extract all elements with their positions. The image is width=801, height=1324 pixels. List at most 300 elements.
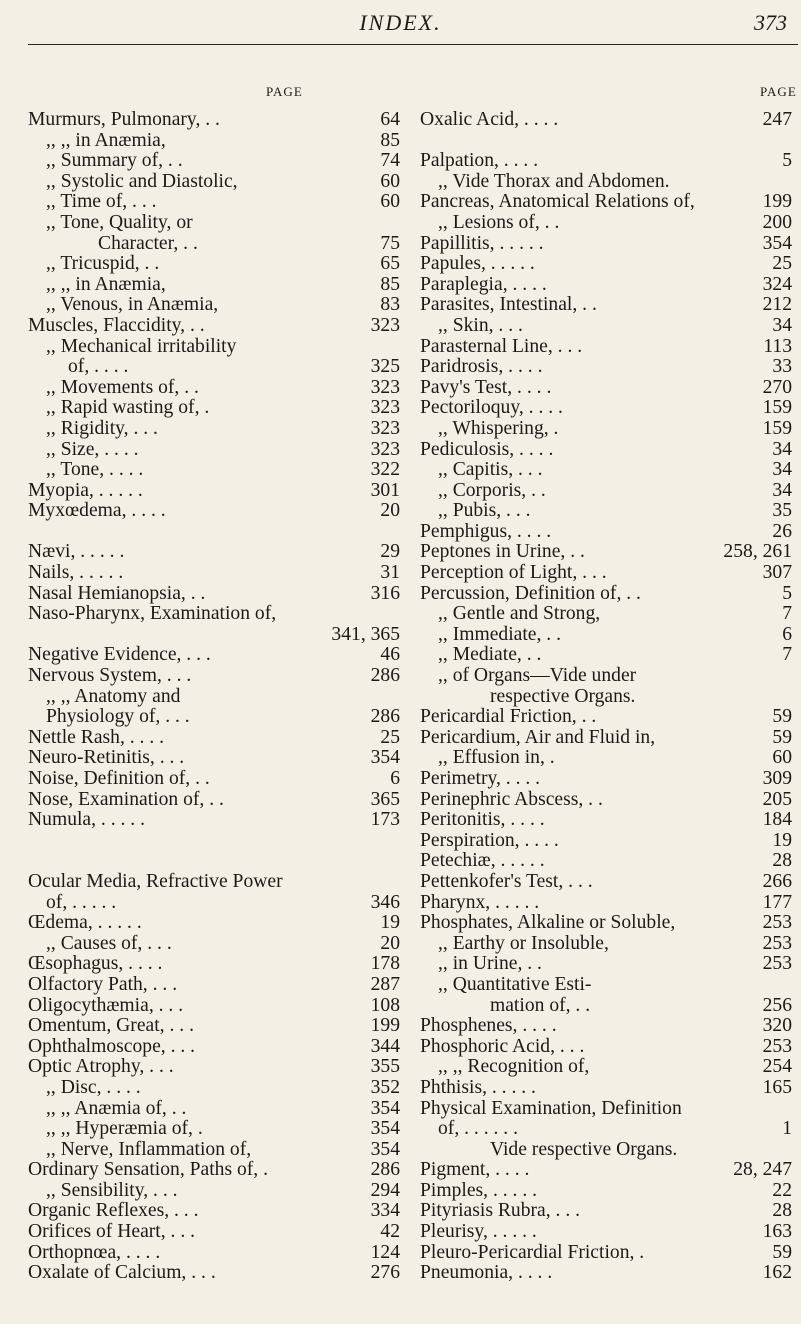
index-entry-page: 159 bbox=[762, 417, 792, 439]
index-entry-page: 212 bbox=[762, 294, 792, 316]
index-entry-text: Nervous System, . . . bbox=[28, 665, 192, 687]
index-entry-text: Pancreas, Anatomical Relations of, bbox=[420, 191, 695, 213]
index-entry-text: Pimples, . . . . . bbox=[420, 1179, 538, 1201]
index-entry bbox=[28, 337, 400, 358]
index-entry-text: ,, Tricuspid, . . bbox=[46, 253, 160, 275]
index-entry bbox=[420, 975, 792, 996]
index-entry-page: 205 bbox=[762, 788, 792, 810]
index-entry-text: ,, of Organs—Vide under bbox=[438, 665, 637, 687]
index-entry-text: Murmurs, Pulmonary, . . bbox=[28, 109, 220, 130]
index-entry bbox=[28, 1016, 400, 1037]
index-entry bbox=[28, 851, 400, 872]
index-entry bbox=[420, 110, 792, 131]
index-entry-page: 22 bbox=[772, 1179, 792, 1201]
index-entry-text: of, . . . . bbox=[68, 356, 129, 378]
index-entry-page: 6 bbox=[782, 623, 792, 645]
index-entry-page: 6 bbox=[390, 768, 400, 789]
index-entry bbox=[28, 563, 400, 584]
index-entry-page: 309 bbox=[762, 768, 792, 789]
index-entry-page: 199 bbox=[370, 1015, 400, 1037]
index-entry bbox=[28, 398, 400, 419]
index-entry-text: Pericardium, Air and Fluid in, bbox=[420, 726, 656, 748]
index-entry-page: 256 bbox=[762, 994, 792, 1016]
index-entry-page: 294 bbox=[370, 1179, 400, 1201]
left-page-label: PAGE bbox=[266, 84, 303, 99]
index-entry-text: Perinephric Abscess, . . bbox=[420, 788, 603, 810]
index-entry-page: 301 bbox=[370, 479, 400, 501]
index-entry bbox=[28, 625, 400, 646]
index-entry-text: ,, Pubis, . . . bbox=[438, 500, 531, 522]
index-entry bbox=[28, 542, 400, 563]
index-entry bbox=[420, 996, 792, 1017]
index-entry-page: 286 bbox=[370, 1159, 400, 1181]
index-entry-page: 60 bbox=[380, 170, 400, 192]
index-entry bbox=[420, 131, 792, 152]
index-entry-page: 307 bbox=[762, 562, 792, 584]
index-entry-text: Nose, Examination of, . . bbox=[28, 788, 224, 810]
index-entry-page: 113 bbox=[763, 335, 792, 357]
index-entry-text: ,, Movements of, . . bbox=[46, 376, 199, 398]
index-entry-text: Perspiration, . . . . bbox=[420, 829, 559, 851]
index-entry-text: ,, Sensibility, . . . bbox=[46, 1179, 178, 1201]
index-entry bbox=[28, 1119, 400, 1140]
index-entry-text: Character, . . bbox=[98, 232, 198, 254]
index-entry bbox=[420, 728, 792, 749]
index-entry-text: Nasal Hemianopsia, . . bbox=[28, 582, 206, 604]
index-entry bbox=[28, 1099, 400, 1120]
index-entry-page: 352 bbox=[370, 1076, 400, 1098]
index-entry-page: 341, 365 bbox=[331, 623, 400, 645]
index-entry-text: Ophthalmoscope, . . . bbox=[28, 1035, 196, 1057]
index-entry bbox=[420, 522, 792, 543]
index-entry-text: ,, Disc, . . . . bbox=[46, 1076, 141, 1098]
index-entry-text: Pavy's Test, . . . . bbox=[420, 376, 552, 398]
index-entry bbox=[420, 542, 792, 563]
index-entry-page: 323 bbox=[370, 397, 400, 419]
index-entry bbox=[28, 790, 400, 811]
index-entry-page: 322 bbox=[370, 459, 400, 481]
index-entry-text: Pigment, . . . . bbox=[420, 1159, 530, 1181]
index-entry bbox=[28, 913, 400, 934]
index-entry bbox=[420, 769, 792, 790]
index-entry-text: ,, in Urine, . . bbox=[438, 953, 542, 975]
index-entry bbox=[420, 1037, 792, 1058]
index-entry-page: 165 bbox=[762, 1076, 792, 1098]
index-entry-page: 42 bbox=[380, 1221, 400, 1243]
index-entry bbox=[420, 831, 792, 852]
index-entry-page: 19 bbox=[380, 912, 400, 934]
index-entry-page: 74 bbox=[380, 150, 400, 172]
index-entry-text: ,, Skin, . . . bbox=[438, 314, 523, 336]
index-entry bbox=[28, 996, 400, 1017]
index-entry bbox=[420, 707, 792, 728]
index-entry-text: Nails, . . . . . bbox=[28, 562, 124, 584]
index-entry-text: Nævi, . . . . . bbox=[28, 541, 125, 563]
index-entry bbox=[420, 1222, 792, 1243]
index-entry-text: Percussion, Definition of, . . bbox=[420, 582, 641, 604]
index-entry-text: Pneumonia, . . . . bbox=[420, 1262, 553, 1284]
index-entry-page: 173 bbox=[370, 809, 400, 831]
index-entry bbox=[420, 378, 792, 399]
index-entry-page: 162 bbox=[762, 1262, 792, 1284]
index-entry bbox=[420, 1119, 792, 1140]
index-entry-text: Ocular Media, Refractive Power bbox=[28, 870, 283, 892]
index-entry bbox=[28, 604, 400, 625]
index-entry bbox=[28, 748, 400, 769]
index-entry-text: ,, ,, Hyperæmia of, . bbox=[46, 1118, 203, 1140]
page-number: 373 bbox=[754, 10, 787, 35]
index-entry-text: ,, Venous, in Anæmia, bbox=[46, 294, 219, 316]
index-entry-text: Palpation, . . . . bbox=[420, 150, 539, 172]
index-entry-page: 34 bbox=[772, 314, 792, 336]
index-entry bbox=[28, 1243, 400, 1264]
index-entry-text: Oxalate of Calcium, . . . bbox=[28, 1262, 216, 1284]
index-entry bbox=[28, 810, 400, 831]
index-entry bbox=[420, 604, 792, 625]
index-entry bbox=[28, 1078, 400, 1099]
index-entry-text: Organic Reflexes, . . . bbox=[28, 1200, 199, 1222]
index-entry bbox=[420, 460, 792, 481]
index-entry bbox=[420, 934, 792, 955]
index-entry-text: ,, Time of, . . . bbox=[46, 191, 157, 213]
index-entry-text: Pityriasis Rubra, . . . bbox=[420, 1200, 581, 1222]
index-entry bbox=[420, 1140, 792, 1161]
index-entry-page: 355 bbox=[370, 1056, 400, 1078]
index-entry-page: 253 bbox=[762, 1035, 792, 1057]
index-entry bbox=[28, 481, 400, 502]
index-entry-text: ,, Summary of, . . bbox=[46, 150, 183, 172]
index-entry bbox=[28, 1181, 400, 1202]
index-entry-page: 59 bbox=[772, 726, 792, 748]
index-entry bbox=[420, 172, 792, 193]
index-entry bbox=[28, 975, 400, 996]
index-entry-page: 59 bbox=[772, 706, 792, 728]
index-entry-text: Phosphenes, . . . . bbox=[420, 1015, 557, 1037]
index-entry bbox=[420, 625, 792, 646]
index-entry-text: ,, Mechanical irritability bbox=[46, 335, 237, 357]
index-entry bbox=[28, 275, 400, 296]
index-entry-page: 287 bbox=[370, 973, 400, 995]
index-entry bbox=[28, 728, 400, 749]
index-entry bbox=[28, 254, 400, 275]
running-head bbox=[0, 6, 801, 46]
index-entry bbox=[420, 893, 792, 914]
index-entry-page: 19 bbox=[772, 829, 792, 851]
index-entry-page: 34 bbox=[772, 459, 792, 481]
index-entry bbox=[28, 831, 400, 852]
left-index-column bbox=[28, 110, 400, 1284]
index-entry-page: 85 bbox=[380, 129, 400, 151]
index-entry-page: 31 bbox=[380, 562, 400, 584]
index-entry bbox=[28, 954, 400, 975]
index-entry bbox=[420, 954, 792, 975]
index-entry bbox=[28, 707, 400, 728]
index-entry-text: Neuro-Retinitis, . . . bbox=[28, 747, 185, 769]
index-entry-text: Papillitis, . . . . . bbox=[420, 232, 544, 254]
index-entry-page: 286 bbox=[370, 665, 400, 687]
index-entry bbox=[28, 893, 400, 914]
index-entry-text: Physiology of, . . . bbox=[46, 706, 190, 728]
index-entry bbox=[420, 666, 792, 687]
index-entry-text: Oxalic Acid, . . . . bbox=[420, 109, 559, 130]
index-entry bbox=[420, 1160, 792, 1181]
index-entry-text: Phosphates, Alkaline or Soluble, bbox=[420, 912, 676, 934]
index-entry-text: Orthopnœa, . . . . bbox=[28, 1241, 161, 1263]
index-entry-page: 5 bbox=[782, 150, 792, 172]
index-entry-text: Optic Atrophy, . . . bbox=[28, 1056, 174, 1078]
index-entry-text: Noise, Definition of, . . bbox=[28, 768, 210, 789]
index-entry-page: 83 bbox=[380, 294, 400, 316]
index-entry-text: ,, ,, Recognition of, bbox=[438, 1056, 590, 1078]
index-entry bbox=[28, 872, 400, 893]
index-entry bbox=[28, 213, 400, 234]
index-entry-page: 28 bbox=[772, 850, 792, 872]
index-entry-page: 60 bbox=[772, 747, 792, 769]
index-entry-page: 266 bbox=[762, 870, 792, 892]
index-entry bbox=[420, 748, 792, 769]
index-entry-page: 85 bbox=[380, 273, 400, 295]
index-entry-page: 178 bbox=[370, 953, 400, 975]
index-entry-text: Physical Examination, Definition bbox=[420, 1097, 682, 1119]
index-entry bbox=[420, 192, 792, 213]
index-entry bbox=[28, 151, 400, 172]
index-entry-text: ,, Rapid wasting of, . bbox=[46, 397, 210, 419]
index-entry-page: 270 bbox=[762, 376, 792, 398]
index-entry bbox=[420, 872, 792, 893]
index-entry-text: Paridrosis, . . . . bbox=[420, 356, 543, 378]
index-entry bbox=[420, 234, 792, 255]
index-entry bbox=[420, 1078, 792, 1099]
index-entry-page: 46 bbox=[380, 644, 400, 666]
index-entry-text: Phthisis, . . . . . bbox=[420, 1076, 536, 1098]
index-entry bbox=[28, 1057, 400, 1078]
index-entry-text: Phosphoric Acid, . . . bbox=[420, 1035, 585, 1057]
index-entry-page: 28 bbox=[772, 1200, 792, 1222]
index-entry-page: 323 bbox=[370, 417, 400, 439]
index-entry-page: 344 bbox=[370, 1035, 400, 1057]
index-entry bbox=[420, 563, 792, 584]
index-entry-page: 1 bbox=[782, 1118, 792, 1140]
index-entry-text: Pemphigus, . . . . bbox=[420, 520, 552, 542]
index-entry bbox=[420, 357, 792, 378]
index-entry-text: ,, Tone, . . . . bbox=[46, 459, 144, 481]
index-entry-text: Perimetry, . . . . bbox=[420, 768, 541, 789]
index-entry-text: Peptones in Urine, . . bbox=[420, 541, 585, 563]
index-entry-text: Myxœdema, . . . . bbox=[28, 500, 166, 522]
index-entry-text: ,, ,, in Anæmia, bbox=[46, 273, 166, 295]
index-entry-text: Parasternal Line, . . . bbox=[420, 335, 583, 357]
index-entry-text: ,, Mediate, . . bbox=[438, 644, 542, 666]
index-entry bbox=[420, 337, 792, 358]
index-entry-text: Olfactory Path, . . . bbox=[28, 973, 178, 995]
index-entry bbox=[420, 440, 792, 461]
header-rule bbox=[28, 44, 798, 45]
index-entry-page: 276 bbox=[370, 1262, 400, 1284]
index-entry bbox=[420, 398, 792, 419]
index-entry-text: Omentum, Great, . . . bbox=[28, 1015, 194, 1037]
index-entry bbox=[420, 1181, 792, 1202]
index-entry-page: 35 bbox=[772, 500, 792, 522]
index-entry bbox=[28, 110, 400, 131]
index-entry-text: Negative Evidence, . . . bbox=[28, 644, 211, 666]
index-entry-text: Papules, . . . . . bbox=[420, 253, 535, 275]
index-entry bbox=[420, 295, 792, 316]
index-entry bbox=[420, 1057, 792, 1078]
index-entry-text: Numula, . . . . . bbox=[28, 809, 146, 831]
index-entry bbox=[420, 1099, 792, 1120]
index-entry-text: Orifices of Heart, . . . bbox=[28, 1221, 196, 1243]
index-entry-text: Perception of Light, . . . bbox=[420, 562, 607, 584]
index-entry-page: 254 bbox=[762, 1056, 792, 1078]
index-entry-text: Pharynx, . . . . . bbox=[420, 891, 540, 913]
index-entry-text: ,, Causes of, . . . bbox=[46, 932, 172, 954]
index-entry bbox=[28, 419, 400, 440]
right-index-column bbox=[420, 110, 792, 1284]
index-entry bbox=[28, 316, 400, 337]
index-entry-page: 320 bbox=[762, 1015, 792, 1037]
index-entry bbox=[420, 1263, 792, 1284]
index-entry-text: ,, Quantitative Esti- bbox=[438, 973, 592, 995]
index-entry bbox=[420, 481, 792, 502]
index-entry bbox=[28, 1160, 400, 1181]
index-entry bbox=[28, 584, 400, 605]
index-entry-text: Parasites, Intestinal, . . bbox=[420, 294, 597, 316]
index-entry-text: ,, Rigidity, . . . bbox=[46, 417, 158, 439]
index-entry-text: Pericardial Friction, . . bbox=[420, 706, 597, 728]
index-entry-text: Pleurisy, . . . . . bbox=[420, 1221, 537, 1243]
index-entry bbox=[28, 687, 400, 708]
index-entry bbox=[28, 501, 400, 522]
index-entry bbox=[420, 275, 792, 296]
index-entry bbox=[420, 1016, 792, 1037]
index-entry bbox=[420, 501, 792, 522]
index-entry-text: Pleuro-Pericardial Friction, . bbox=[420, 1241, 645, 1263]
index-entry bbox=[28, 934, 400, 955]
index-entry-text: Paraplegia, . . . . bbox=[420, 273, 547, 295]
index-entry-text: Petechiæ, . . . . . bbox=[420, 850, 545, 872]
index-entry-text: Pectoriloquy, . . . . bbox=[420, 397, 563, 419]
index-entry bbox=[420, 1243, 792, 1264]
index-entry-text: of, . . . . . bbox=[46, 891, 117, 913]
index-entry-text: ,, ,, in Anæmia, bbox=[46, 129, 166, 151]
index-entry-page: 26 bbox=[772, 520, 792, 542]
index-entry bbox=[28, 192, 400, 213]
index-entry-text: ,, Systolic and Diastolic, bbox=[46, 170, 238, 192]
index-entry-page: 65 bbox=[380, 253, 400, 275]
index-entry-page: 354 bbox=[370, 1138, 400, 1160]
index-entry-text: of, . . . . . . bbox=[438, 1118, 519, 1140]
index-entry-page: 354 bbox=[370, 1097, 400, 1119]
index-entry-text: mation of, . . bbox=[490, 994, 591, 1016]
index-entry-page: 253 bbox=[762, 912, 792, 934]
index-entry bbox=[420, 316, 792, 337]
index-entry-text: Pediculosis, . . . . bbox=[420, 438, 554, 460]
index-entry bbox=[28, 1140, 400, 1161]
index-entry bbox=[28, 172, 400, 193]
index-entry bbox=[28, 1263, 400, 1284]
index-entry-page: 325 bbox=[370, 356, 400, 378]
index-entry-page: 108 bbox=[370, 994, 400, 1016]
index-entry-text: Muscles, Flaccidity, . . bbox=[28, 314, 205, 336]
index-entry bbox=[420, 419, 792, 440]
index-entry-text: ,, Size, . . . . bbox=[46, 438, 139, 460]
index-entry-page: 5 bbox=[782, 582, 792, 604]
index-entry bbox=[420, 254, 792, 275]
index-entry-page: 29 bbox=[380, 541, 400, 563]
index-entry bbox=[420, 1201, 792, 1222]
index-entry-text: Œsophagus, . . . . bbox=[28, 953, 163, 975]
index-entry bbox=[28, 666, 400, 687]
index-entry bbox=[28, 769, 400, 790]
index-entry bbox=[420, 213, 792, 234]
index-entry-page: 199 bbox=[762, 191, 792, 213]
index-entry-page: 7 bbox=[782, 644, 792, 666]
index-entry bbox=[28, 1037, 400, 1058]
index-entry-page: 365 bbox=[370, 788, 400, 810]
index-entry bbox=[420, 810, 792, 831]
index-entry-text: respective Organs. bbox=[490, 685, 636, 707]
index-entry bbox=[420, 151, 792, 172]
page-title: INDEX. bbox=[359, 10, 442, 35]
index-entry-text: ,, Immediate, . . bbox=[438, 623, 561, 645]
index-entry-page: 34 bbox=[772, 479, 792, 501]
index-entry-page: 334 bbox=[370, 1200, 400, 1222]
index-entry bbox=[28, 1222, 400, 1243]
index-entry bbox=[28, 357, 400, 378]
index-entry-page: 316 bbox=[370, 582, 400, 604]
index-entry-page: 354 bbox=[370, 747, 400, 769]
index-entry-text: ,, ,, Anæmia of, . . bbox=[46, 1097, 187, 1119]
index-entry-page: 25 bbox=[772, 253, 792, 275]
index-entry-text: ,, ,, Anatomy and bbox=[46, 685, 181, 707]
index-entry bbox=[28, 378, 400, 399]
index-entry-text: Vide respective Organs. bbox=[490, 1138, 678, 1160]
index-entry-page: 59 bbox=[772, 1241, 792, 1263]
index-entry bbox=[28, 645, 400, 666]
index-entry-page: 7 bbox=[782, 603, 792, 625]
index-entry-page: 323 bbox=[370, 438, 400, 460]
index-entry-page: 253 bbox=[762, 953, 792, 975]
index-entry-text: ,, Effusion in, . bbox=[438, 747, 555, 769]
index-entry-text: ,, Gentle and Strong, bbox=[438, 603, 601, 625]
index-entry-page: 177 bbox=[762, 891, 792, 913]
index-entry bbox=[420, 687, 792, 708]
index-entry bbox=[28, 522, 400, 543]
index-entry-text: ,, Capitis, . . . bbox=[438, 459, 543, 481]
index-entry bbox=[28, 440, 400, 461]
index-entry-page: 60 bbox=[380, 191, 400, 213]
index-entry-page: 28, 247 bbox=[733, 1159, 792, 1181]
index-entry-page: 64 bbox=[380, 109, 400, 130]
index-entry-text: Naso-Pharynx, Examination of, bbox=[28, 603, 277, 625]
index-entry-page: 200 bbox=[762, 211, 792, 233]
index-entry-page: 247 bbox=[762, 109, 792, 130]
index-entry bbox=[28, 295, 400, 316]
index-entry bbox=[28, 460, 400, 481]
index-entry-page: 253 bbox=[762, 932, 792, 954]
index-entry-page: 25 bbox=[380, 726, 400, 748]
index-entry-page: 34 bbox=[772, 438, 792, 460]
index-entry-text: Nettle Rash, . . . . bbox=[28, 726, 165, 748]
index-entry-page: 354 bbox=[370, 1118, 400, 1140]
index-entry-page: 20 bbox=[380, 500, 400, 522]
index-entry-page: 75 bbox=[380, 232, 400, 254]
index-entry bbox=[28, 131, 400, 152]
index-entry-page: 323 bbox=[370, 376, 400, 398]
index-entry bbox=[28, 234, 400, 255]
index-entry bbox=[420, 790, 792, 811]
index-entry bbox=[420, 645, 792, 666]
